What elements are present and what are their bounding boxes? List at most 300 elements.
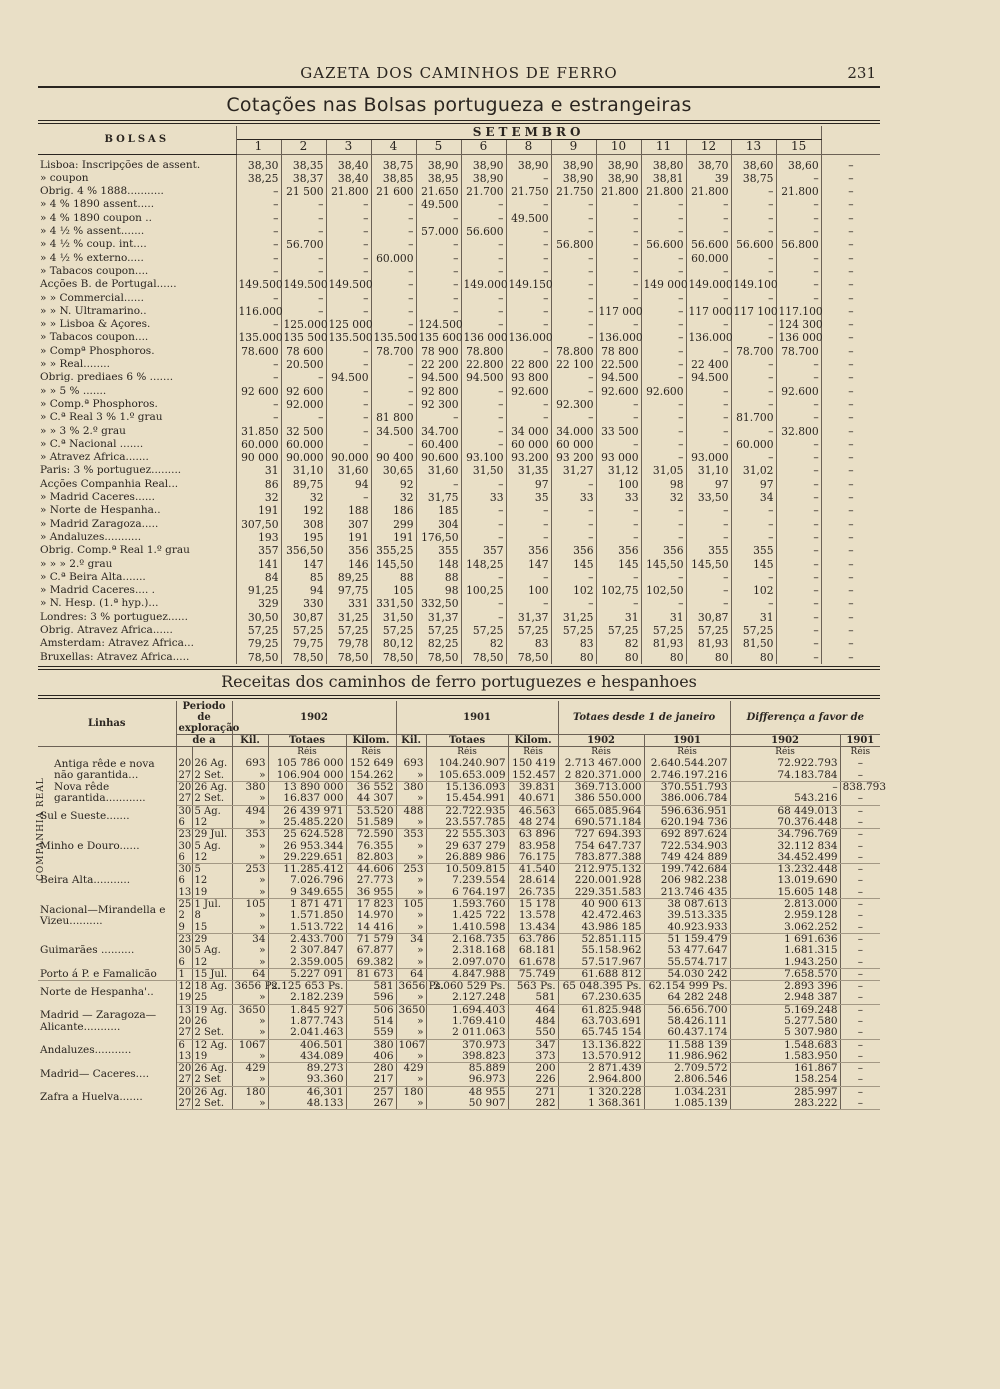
receita-cell: 2.433.700 xyxy=(268,933,346,945)
quote-cell: – xyxy=(731,358,776,371)
receita-cell: 280 xyxy=(346,1063,396,1075)
quote-cell: – xyxy=(236,225,281,238)
receita-cell: 369.713.000 xyxy=(558,782,644,794)
receita-cell: 1 320.228 xyxy=(558,1086,644,1098)
receita-cell: – xyxy=(840,992,880,1004)
quote-cell: – xyxy=(641,265,686,278)
receita-cell: 693 xyxy=(396,758,426,769)
receita-cell: » xyxy=(396,841,426,852)
quote-cell: 308 xyxy=(281,518,326,531)
quote-cell: – xyxy=(236,198,281,211)
quote-cell: – xyxy=(371,292,416,305)
receita-cell: 52.851.115 xyxy=(558,933,644,945)
receita-cell: 68 449.013 xyxy=(730,805,840,817)
quote-cell: – xyxy=(686,385,731,398)
quote-cell: 92.600 xyxy=(506,385,551,398)
quote-cell: 146 xyxy=(326,558,371,571)
security-label: » » 5 % ....... xyxy=(38,385,236,398)
unit-reis: Réis xyxy=(508,747,558,759)
journal-title: GAZETA DOS CAMINHOS DE FERRO xyxy=(300,64,618,82)
quote-cell: 32 xyxy=(281,491,326,504)
periodo-cell: 13 xyxy=(176,1004,192,1016)
periodo-cell: 26 Ag. xyxy=(192,1063,232,1075)
quote-cell: 38,40 xyxy=(326,154,371,172)
receita-cell: 2.318.168 xyxy=(426,945,508,956)
periodo-cell: 27 xyxy=(176,1027,192,1039)
quote-cell: 117 000 xyxy=(596,305,641,318)
receita-cell: 11.285.412 xyxy=(268,864,346,876)
security-label: Bruxellas: Atravez Africa..... xyxy=(38,651,236,664)
receita-cell: 72.922.793 xyxy=(730,758,840,769)
receita-cell: 15.136.093 xyxy=(426,782,508,794)
receita-cell: 494 xyxy=(232,805,268,817)
quote-cell: 21.700 xyxy=(461,185,506,198)
quote-cell: – xyxy=(326,425,371,438)
quote-cell: – xyxy=(371,358,416,371)
quote-cell: 93 000 xyxy=(596,451,641,464)
receita-cell: 15 178 xyxy=(508,899,558,911)
quote-cell: 57,25 xyxy=(551,624,596,637)
receita-cell: 105.653.009 xyxy=(426,770,508,782)
linha-label: Beira Alta........... xyxy=(38,864,176,899)
quote-cell: – xyxy=(461,385,506,398)
quote-cell: 94.500 xyxy=(461,371,506,384)
receita-cell: 199.742.684 xyxy=(644,864,730,876)
receita-cell: » xyxy=(232,945,268,956)
quote-cell: 92.600 xyxy=(596,385,641,398)
quote-cell: 97 xyxy=(686,478,731,491)
quote-cell: 100 xyxy=(596,478,641,491)
quote-cell: 60.000 xyxy=(731,438,776,451)
quote-cell: – xyxy=(326,491,371,504)
quote-row xyxy=(38,278,880,291)
quote-cell: 21.650 xyxy=(416,185,461,198)
quote-cell: – xyxy=(281,225,326,238)
quote-cell: – xyxy=(326,398,371,411)
quote-cell: – xyxy=(326,358,371,371)
quote-cell: 38,85 xyxy=(371,172,416,185)
quote-cell: 35 xyxy=(506,491,551,504)
quote-cell: 56.600 xyxy=(731,238,776,251)
quote-cell: – xyxy=(506,198,551,211)
receita-cell: 81 673 xyxy=(346,968,396,980)
quote-cell: 21.750 xyxy=(551,185,596,198)
quote-cell: 81 800 xyxy=(371,411,416,424)
receita-cell: » xyxy=(232,770,268,782)
quote-cell: 149.500 xyxy=(236,278,281,291)
receita-cell: 158.254 xyxy=(730,1074,840,1086)
receita-cell: 217 xyxy=(346,1074,396,1086)
receita-cell: 3650 xyxy=(232,1004,268,1016)
quote-cell: 125 000 xyxy=(326,318,371,331)
quote-row xyxy=(38,544,880,557)
receita-cell: 2.640.544.207 xyxy=(644,758,730,769)
quote-cell: 57.000 xyxy=(416,225,461,238)
quote-cell: – xyxy=(641,252,686,265)
col-1901: 1901 xyxy=(396,701,558,735)
quote-cell: – xyxy=(776,252,821,265)
quote-cell: 56.600 xyxy=(686,238,731,251)
quote-cell: – xyxy=(596,571,641,584)
quote-cell: 78.800 xyxy=(551,345,596,358)
quote-cell: – xyxy=(848,344,854,358)
receita-cell: 39.513.335 xyxy=(644,910,730,921)
quote-cell: – xyxy=(596,398,641,411)
quote-row xyxy=(38,154,880,172)
quote-cell: – xyxy=(686,425,731,438)
quote-cell: – xyxy=(551,225,596,238)
receita-cell: 1.425 722 xyxy=(426,910,508,921)
receita-cell: 1.845 927 xyxy=(268,1004,346,1016)
quote-cell: – xyxy=(686,518,731,531)
quote-cell: 92.000 xyxy=(281,398,326,411)
receita-cell: » xyxy=(232,841,268,852)
quote-cell: 38,75 xyxy=(371,154,416,172)
receita-cell: » xyxy=(232,852,268,864)
quote-cell: 92 xyxy=(371,478,416,491)
receita-cell: 380 xyxy=(346,1039,396,1051)
security-label: » N. Hesp. (1.ª hyp.)... xyxy=(38,597,236,610)
receita-cell: 105 xyxy=(232,899,268,911)
quote-cell: 145 xyxy=(551,558,596,571)
quote-cell: – xyxy=(281,305,326,318)
quote-cell: – xyxy=(236,292,281,305)
quote-cell: – xyxy=(848,491,854,505)
quote-cell: 94 xyxy=(326,478,371,491)
receita-cell: 93.360 xyxy=(268,1074,346,1086)
periodo-cell: 1 xyxy=(176,968,192,980)
quote-cell: – xyxy=(551,265,596,278)
quote-cell: 117 000 xyxy=(686,305,731,318)
quote-cell: 31,35 xyxy=(506,464,551,477)
receita-cell: 213.746 435 xyxy=(644,887,730,899)
quote-cell: – xyxy=(461,252,506,265)
quote-cell: – xyxy=(848,397,854,411)
receita-cell: 22 555.303 xyxy=(426,829,508,841)
receita-cell: 105 786 000 xyxy=(268,758,346,769)
receita-cell: 60.437.174 xyxy=(644,1027,730,1039)
quote-cell: 38,40 xyxy=(326,172,371,185)
receita-cell: 10.509.815 xyxy=(426,864,508,876)
receita-cell: 36 955 xyxy=(346,887,396,899)
receita-cell: – xyxy=(840,887,880,899)
periodo-cell: 12 xyxy=(192,852,232,864)
quote-cell: 60 000 xyxy=(551,438,596,451)
quote-cell: – xyxy=(281,198,326,211)
quote-cell: – xyxy=(551,331,596,344)
receita-cell: 370.551.793 xyxy=(644,782,730,794)
quote-cell: – xyxy=(686,584,731,597)
security-label: » » 3 % 2.º grau xyxy=(38,425,236,438)
quote-cell: 78 800 xyxy=(596,345,641,358)
quote-row xyxy=(38,225,880,238)
quote-cell: 78 600 xyxy=(281,345,326,358)
quote-cell: 125.000 xyxy=(281,318,326,331)
quote-cell: – xyxy=(326,305,371,318)
quote-cell: – xyxy=(596,252,641,265)
quote-cell: – xyxy=(848,331,854,345)
receita-cell: 693 xyxy=(232,758,268,769)
receita-cell: 620.194 736 xyxy=(644,817,730,829)
quote-row xyxy=(38,398,880,411)
quote-cell: – xyxy=(848,238,854,252)
quote-cell: – xyxy=(236,212,281,225)
receita-cell: 72.590 xyxy=(346,829,396,841)
receita-cell: 70.376.448 xyxy=(730,817,840,829)
quote-row xyxy=(38,438,880,451)
security-label: » coupon xyxy=(38,172,236,185)
quote-cell: 78.700 xyxy=(776,345,821,358)
quote-row xyxy=(38,318,880,331)
quote-cell: 331 xyxy=(326,597,371,610)
quote-cell: – xyxy=(776,531,821,544)
quote-cell: 31,60 xyxy=(326,464,371,477)
quote-cell: – xyxy=(776,292,821,305)
quote-cell: – xyxy=(731,451,776,464)
quote-cell: 31 xyxy=(641,611,686,624)
quote-cell: – xyxy=(776,225,821,238)
quote-cell: 31,37 xyxy=(416,611,461,624)
day-header: 2 xyxy=(281,140,326,154)
quote-cell: 57,25 xyxy=(641,624,686,637)
day-header: 3 xyxy=(326,140,371,154)
quote-cell: 38,90 xyxy=(461,172,506,185)
receita-cell: 68.181 xyxy=(508,945,558,956)
quote-cell: 30,87 xyxy=(281,611,326,624)
receita-cell: 2.182.239 xyxy=(268,992,346,1004)
col-1902: 1902 xyxy=(232,701,396,735)
periodo-cell: 20 xyxy=(176,758,192,769)
receita-cell: 44.606 xyxy=(346,864,396,876)
quote-cell: – xyxy=(848,278,854,292)
receita-cell: 82.803 xyxy=(346,852,396,864)
quote-cell: 116.000 xyxy=(236,305,281,318)
quote-cell: – xyxy=(371,371,416,384)
security-label: Londres: 3 % portuguez...... xyxy=(38,611,236,624)
quote-cell: 21.800 xyxy=(596,185,641,198)
receita-cell: – xyxy=(857,1038,863,1051)
quote-cell: – xyxy=(326,238,371,251)
quote-cell: 149.000 xyxy=(461,278,506,291)
receita-cell: – xyxy=(857,757,863,770)
periodo-cell: 15 xyxy=(192,922,232,934)
quote-cell: 78,50 xyxy=(371,651,416,664)
quote-cell: – xyxy=(236,358,281,371)
quote-cell: – xyxy=(551,278,596,291)
receita-cell: 13.232.448 xyxy=(730,864,840,876)
quote-cell: – xyxy=(776,212,821,225)
quote-cell: – xyxy=(776,398,821,411)
receita-cell: – xyxy=(857,980,863,993)
quote-cell: – xyxy=(848,637,854,651)
quote-cell: 92 300 xyxy=(416,398,461,411)
quote-cell: 92.600 xyxy=(776,385,821,398)
quote-cell: – xyxy=(776,278,821,291)
quote-cell: 357 xyxy=(236,544,281,557)
quote-cell: 82 xyxy=(461,637,506,650)
receita-cell: 61.688 812 xyxy=(558,968,644,980)
receita-cell: 11.588 139 xyxy=(644,1039,730,1051)
quote-cell: 49.500 xyxy=(506,212,551,225)
receita-cell: 13.019.690 xyxy=(730,875,840,886)
quote-cell: – xyxy=(371,318,416,331)
quote-cell: 299 xyxy=(371,518,416,531)
receita-cell: 180 xyxy=(396,1086,426,1098)
quote-cell: 97 xyxy=(731,478,776,491)
quote-cell: – xyxy=(236,398,281,411)
quote-cell: – xyxy=(371,398,416,411)
quote-row xyxy=(38,637,880,650)
quote-cell: – xyxy=(461,597,506,610)
receita-cell: – xyxy=(840,1027,880,1039)
quote-cell: 31,12 xyxy=(596,464,641,477)
quote-cell: 56.600 xyxy=(641,238,686,251)
quote-cell: 80 xyxy=(596,651,641,664)
receita-cell: » xyxy=(396,1016,426,1027)
quote-cell: 100 xyxy=(506,584,551,597)
quote-cell: 32 500 xyxy=(281,425,326,438)
quote-cell: 356,50 xyxy=(281,544,326,557)
receita-cell: 2.097.070 xyxy=(426,957,508,969)
receita-cell: 370.973 xyxy=(426,1039,508,1051)
quote-cell: – xyxy=(848,198,854,212)
quote-cell: – xyxy=(461,611,506,624)
receita-cell: 488 xyxy=(396,805,426,817)
quote-cell: 136.000 xyxy=(686,331,731,344)
quote-cell: 31.850 xyxy=(236,425,281,438)
periodo-cell: 20 xyxy=(176,1063,192,1075)
periodo-cell: 20 xyxy=(176,782,192,794)
security-label: » Comp.ª Phosphoros. xyxy=(38,398,236,411)
security-label: » Tabacos coupon.... xyxy=(38,265,236,278)
receita-cell: 75.749 xyxy=(508,968,558,980)
unit-reis: Réis xyxy=(644,747,730,759)
quote-cell: 355 xyxy=(686,544,731,557)
divider xyxy=(38,120,880,124)
receita-cell: – xyxy=(857,863,863,876)
quote-cell: – xyxy=(551,212,596,225)
receita-cell: 26 439 971 xyxy=(268,805,346,817)
quote-cell: 34.700 xyxy=(416,425,461,438)
receita-cell: 206 982.238 xyxy=(644,875,730,886)
quote-cell: – xyxy=(686,292,731,305)
quote-cell: 80 xyxy=(686,651,731,664)
receita-cell: 65.745 154 xyxy=(558,1027,644,1039)
receita-cell: 1067 xyxy=(396,1039,426,1051)
security-label: » 4 % 1890 assent..... xyxy=(38,198,236,211)
quote-cell: – xyxy=(848,504,854,518)
receita-cell: – xyxy=(840,1074,880,1086)
quote-cell: 57,25 xyxy=(596,624,641,637)
quote-cell: – xyxy=(641,531,686,544)
quote-cell: 355 xyxy=(731,544,776,557)
quote-cell: – xyxy=(461,571,506,584)
receita-cell: 17 823 xyxy=(346,899,396,911)
quote-cell: – xyxy=(776,438,821,451)
receita-cell: 38 087.613 xyxy=(644,899,730,911)
quote-cell: 147 xyxy=(506,558,551,571)
quote-row xyxy=(38,451,880,464)
quote-row xyxy=(38,571,880,584)
quote-cell: – xyxy=(326,225,371,238)
receita-cell: 253 xyxy=(396,864,426,876)
quote-cell: – xyxy=(731,318,776,331)
receita-cell: 44 307 xyxy=(346,793,396,805)
receita-cell: 2.806.546 xyxy=(644,1074,730,1086)
receita-cell: » xyxy=(396,1098,426,1110)
col-sub-1901: 1901 xyxy=(644,734,730,746)
receita-cell: 2 820.371.000 xyxy=(558,770,644,782)
quote-cell: 56.700 xyxy=(281,238,326,251)
quote-cell: – xyxy=(848,211,854,225)
quote-cell: – xyxy=(731,292,776,305)
receita-cell: 14 416 xyxy=(346,922,396,934)
quote-cell: 193 xyxy=(236,531,281,544)
quote-cell: – xyxy=(596,411,641,424)
receita-cell: 2.964.800 xyxy=(558,1074,644,1086)
receita-cell: – xyxy=(840,793,880,805)
quote-cell: 79,75 xyxy=(281,637,326,650)
col-differenca: Differença a favor de xyxy=(730,701,880,735)
quote-cell: 135.000 xyxy=(236,331,281,344)
quote-cell: – xyxy=(641,411,686,424)
receita-cell: » xyxy=(396,875,426,886)
receita-cell: 749 424 889 xyxy=(644,852,730,864)
quote-cell: 331,50 xyxy=(371,597,416,610)
quote-cell: 38,90 xyxy=(461,154,506,172)
quote-cell: – xyxy=(848,650,854,664)
security-label: Amsterdam: Atravez Africa... xyxy=(38,637,236,650)
security-label: Acções Companhia Real... xyxy=(38,478,236,491)
quote-cell: – xyxy=(461,318,506,331)
col-kil-1901: Kil. xyxy=(396,734,426,746)
quote-cell: – xyxy=(776,504,821,517)
quote-cell: – xyxy=(848,557,854,571)
divider xyxy=(38,695,880,699)
day-header: 13 xyxy=(731,140,776,154)
receita-cell: 2.168.735 xyxy=(426,933,508,945)
receita-cell: » xyxy=(396,922,426,934)
security-label: Acções B. de Portugal...... xyxy=(38,278,236,291)
quote-row xyxy=(38,504,880,517)
quote-cell: – xyxy=(461,531,506,544)
security-label: » C.ª Nacional ....... xyxy=(38,438,236,451)
security-label: » » N. Ultramarino.. xyxy=(38,305,236,318)
security-label: » » Lisboa & Açores. xyxy=(38,318,236,331)
receita-cell: » xyxy=(232,793,268,805)
receita-cell: 15.454.991 xyxy=(426,793,508,805)
periodo-cell: 19 xyxy=(192,1051,232,1063)
periodo-cell: 27 xyxy=(176,770,192,782)
receita-cell: 64 xyxy=(396,968,426,980)
periodo-cell: 9 xyxy=(176,922,192,934)
periodo-cell: 13 xyxy=(176,887,192,899)
quote-cell: 21 600 xyxy=(371,185,416,198)
quote-cell: 60.400 xyxy=(416,438,461,451)
quote-cell: 89,75 xyxy=(281,478,326,491)
receita-cell: » xyxy=(396,1051,426,1063)
quote-cell: – xyxy=(641,398,686,411)
receita-cell: 692 897.624 xyxy=(644,829,730,841)
quote-cell: 145,50 xyxy=(686,558,731,571)
quote-cell: – xyxy=(596,212,641,225)
quote-cell: – xyxy=(461,292,506,305)
periodo-cell: 20 xyxy=(176,1086,192,1098)
quote-cell: 86 xyxy=(236,478,281,491)
quote-cell: – xyxy=(461,411,506,424)
receita-cell: 53 477.647 xyxy=(644,945,730,956)
running-header xyxy=(38,60,880,88)
